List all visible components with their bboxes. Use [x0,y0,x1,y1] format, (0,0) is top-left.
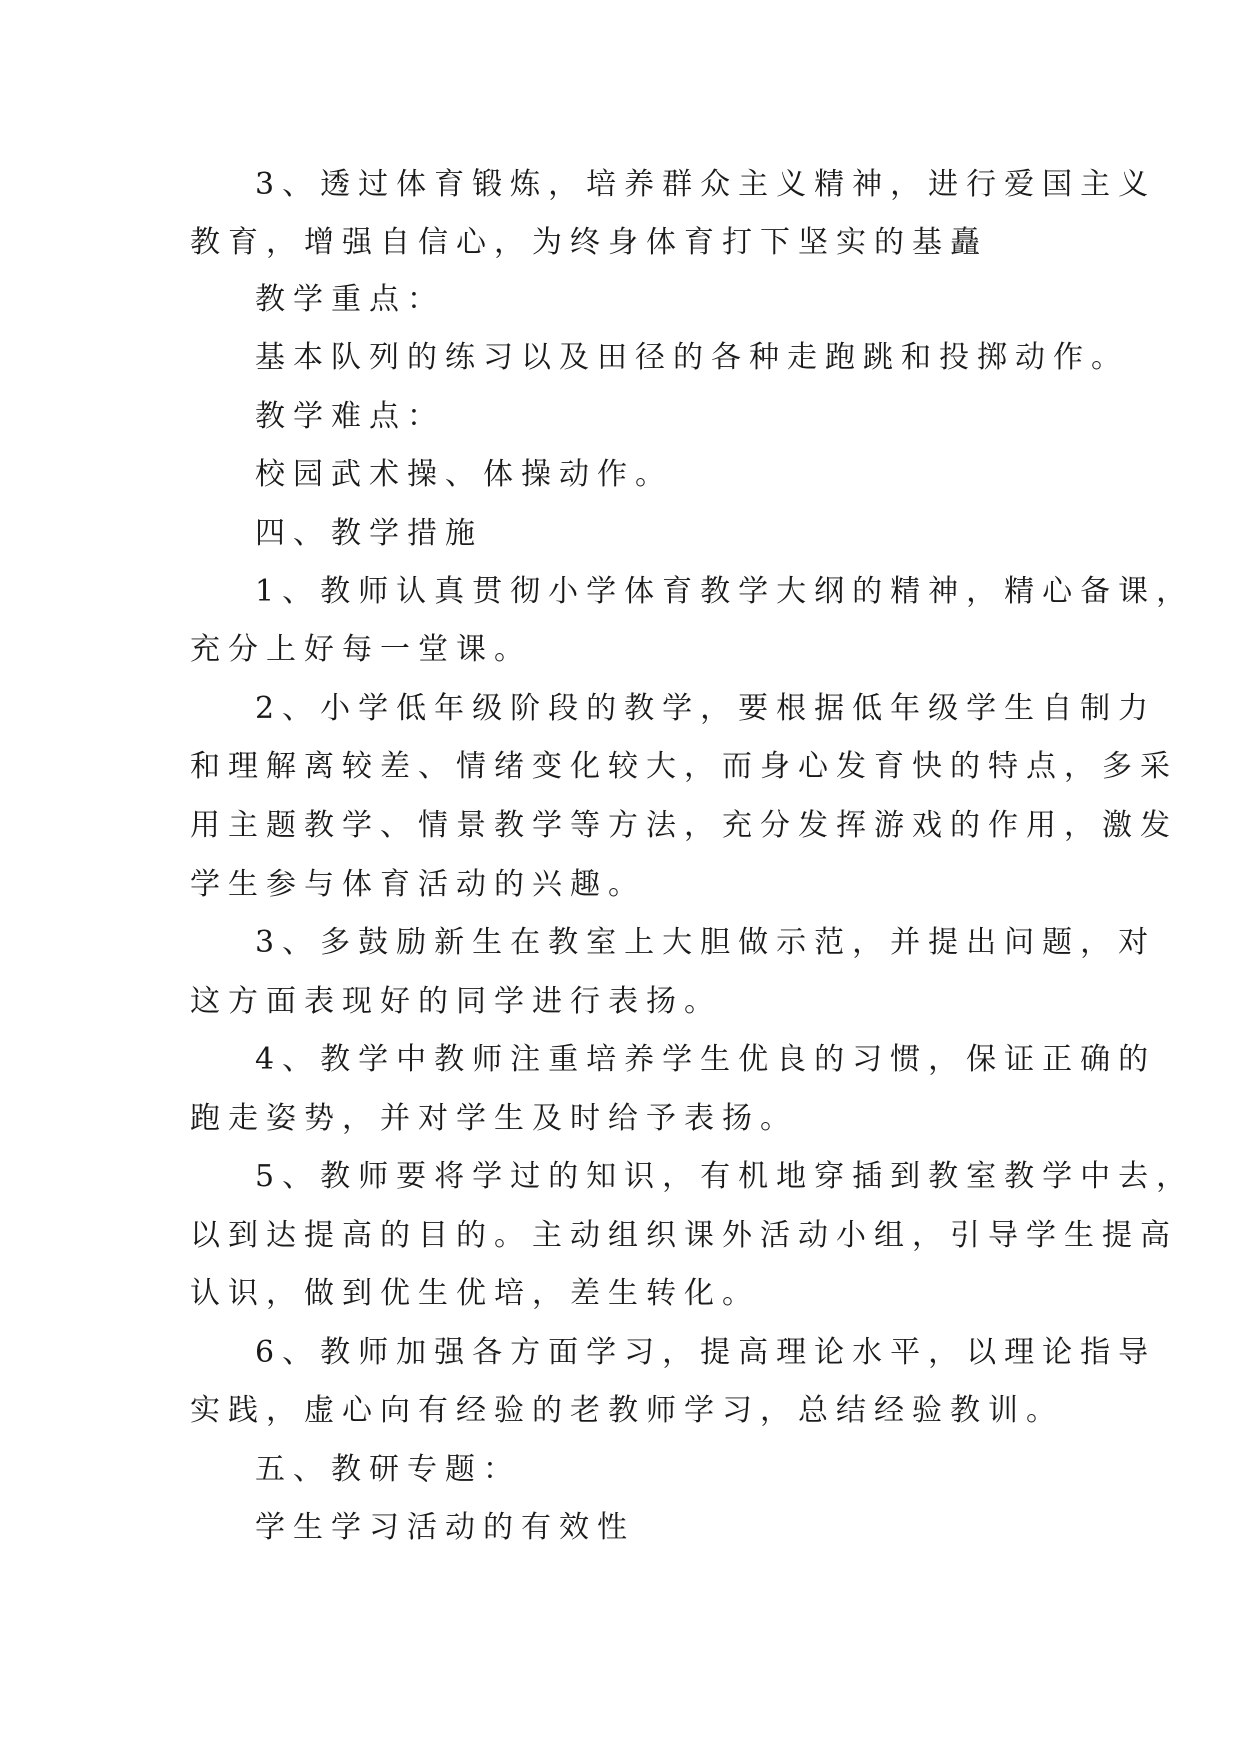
paragraph-line: 基本队列的练习以及田径的各种走跑跳和投掷动作。 [255,340,1129,375]
section-heading: 五、教研专题： [255,1452,521,1487]
paragraph-line: 3、多鼓励新生在教室上大胆做示范，并提出问题，对 [255,925,1157,960]
paragraph-line: 3、透过体育锻炼，培养群众主义精神，进行爱国主义 [255,167,1157,202]
paragraph-line: 1、教师认真贯彻小学体育教学大纲的精神，精心备课， [255,574,1195,609]
paragraph-line: 学生参与体育活动的兴趣。 [190,867,646,902]
section-heading: 教学难点： [255,399,445,434]
paragraph-line: 跑走姿势，并对学生及时给予表扬。 [190,1101,798,1136]
section-heading: 教学重点： [255,282,445,317]
section-heading: 四、教学措施 [255,516,483,551]
paragraph-line: 这方面表现好的同学进行表扬。 [190,984,722,1019]
paragraph-line: 实践，虚心向有经验的老教师学习，总结经验教训。 [190,1393,1064,1428]
paragraph-line: 4、教学中教师注重培养学生优良的习惯，保证正确的 [255,1042,1157,1077]
paragraph-line: 认识，做到优生优培，差生转化。 [190,1276,760,1311]
paragraph-line: 6、教师加强各方面学习，提高理论水平，以理论指导 [255,1335,1157,1370]
paragraph-line: 和理解离较差、情绪变化较大，而身心发育快的特点，多采 [190,749,1178,784]
paragraph-line: 学生学习活动的有效性 [255,1510,635,1545]
paragraph-line: 2、小学低年级阶段的教学，要根据低年级学生自制力 [255,691,1157,726]
paragraph-line: 用主题教学、情景教学等方法，充分发挥游戏的作用，激发 [190,808,1178,843]
paragraph-line: 校园武术操、体操动作。 [255,457,673,492]
paragraph-line: 充分上好每一堂课。 [190,632,532,667]
paragraph-line: 教育，增强自信心，为终身体育打下坚实的基矗 [190,225,988,260]
paragraph-line: 以到达提高的目的。主动组织课外活动小组，引导学生提高 [190,1218,1178,1253]
paragraph-line: 5、教师要将学过的知识，有机地穿插到教室教学中去， [255,1159,1195,1194]
